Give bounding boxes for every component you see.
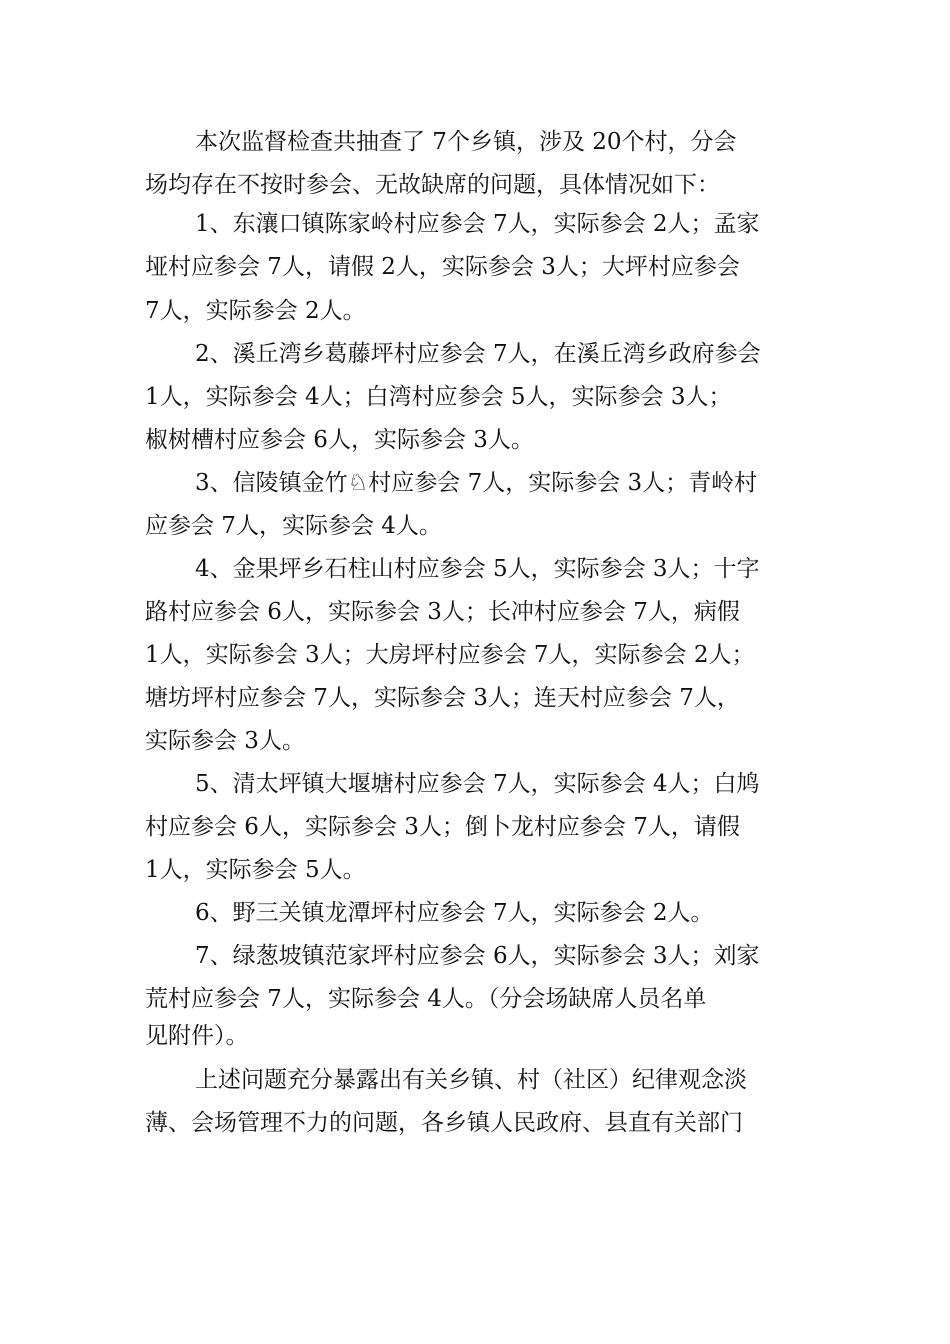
- paragraph-line: 7、绿葱坡镇范家坪村应参会 6人，实际参会 3人；刘家: [195, 943, 760, 969]
- paragraph-line: 见附件）。: [145, 1023, 249, 1049]
- paragraph-line: 实际参会 3人。: [145, 728, 305, 754]
- paragraph-line: 上述问题充分暴露出有关乡镇、村（社区）纪律观念淡: [195, 1067, 747, 1093]
- paragraph-line: 1、东瀼口镇陈家岭村应参会 7人，实际参会 2人；孟家: [195, 211, 760, 237]
- paragraph-line: 垭村应参会 7人，请假 2人，实际参会 3人；大坪村应参会: [145, 254, 740, 280]
- paragraph-line: 场均存在不按时参会、无故缺席的问题，具体情况如下：: [145, 172, 720, 198]
- paragraph-line: 1人，实际参会 4人；白湾村应参会 5人，实际参会 3人；: [145, 384, 732, 410]
- paragraph-line: 1人，实际参会 3人；大房坪村应参会 7人，实际参会 2人；: [145, 642, 755, 668]
- paragraph-line: 4、金果坪乡石柱山村应参会 5人，实际参会 3人；十字: [195, 556, 760, 582]
- paragraph-line: 村应参会 6人，实际参会 3人；倒卜龙村应参会 7人，请假: [145, 814, 740, 840]
- paragraph-line: 1人，实际参会 5人。: [145, 857, 366, 883]
- paragraph-line: 路村应参会 6人，实际参会 3人；长冲村应参会 7人，病假: [145, 599, 740, 625]
- paragraph-line: 7人，实际参会 2人。: [145, 298, 366, 324]
- paragraph-line: 本次监督检查共抽查了 7个乡镇，涉及 20个村，分会: [195, 129, 737, 155]
- paragraph-line: 椒树槽村应参会 6人，实际参会 3人。: [145, 427, 534, 453]
- paragraph-line: 荒村应参会 7人，实际参会 4人。（分会场缺席人员名单: [145, 986, 707, 1012]
- paragraph-line: 2、溪丘湾乡葛藤坪村应参会 7人，在溪丘湾乡政府参会: [195, 341, 761, 367]
- paragraph-line: 薄、会场管理不力的问题，各乡镇人民政府、县直有关部门: [145, 1110, 743, 1136]
- paragraph-line: 5、清太坪镇大堰塘村应参会 7人，实际参会 4人；白鸠: [195, 771, 760, 797]
- paragraph-line: 3、信陵镇金竹♘村应参会 7人，实际参会 3人；青岭村: [195, 470, 758, 496]
- paragraph-line: 6、野三关镇龙潭坪村应参会 7人，实际参会 2人。: [195, 900, 714, 926]
- paragraph-line: 塘坊坪村应参会 7人，实际参会 3人；连天村应参会 7人，: [145, 685, 740, 711]
- paragraph-line: 应参会 7人，实际参会 4人。: [145, 513, 442, 539]
